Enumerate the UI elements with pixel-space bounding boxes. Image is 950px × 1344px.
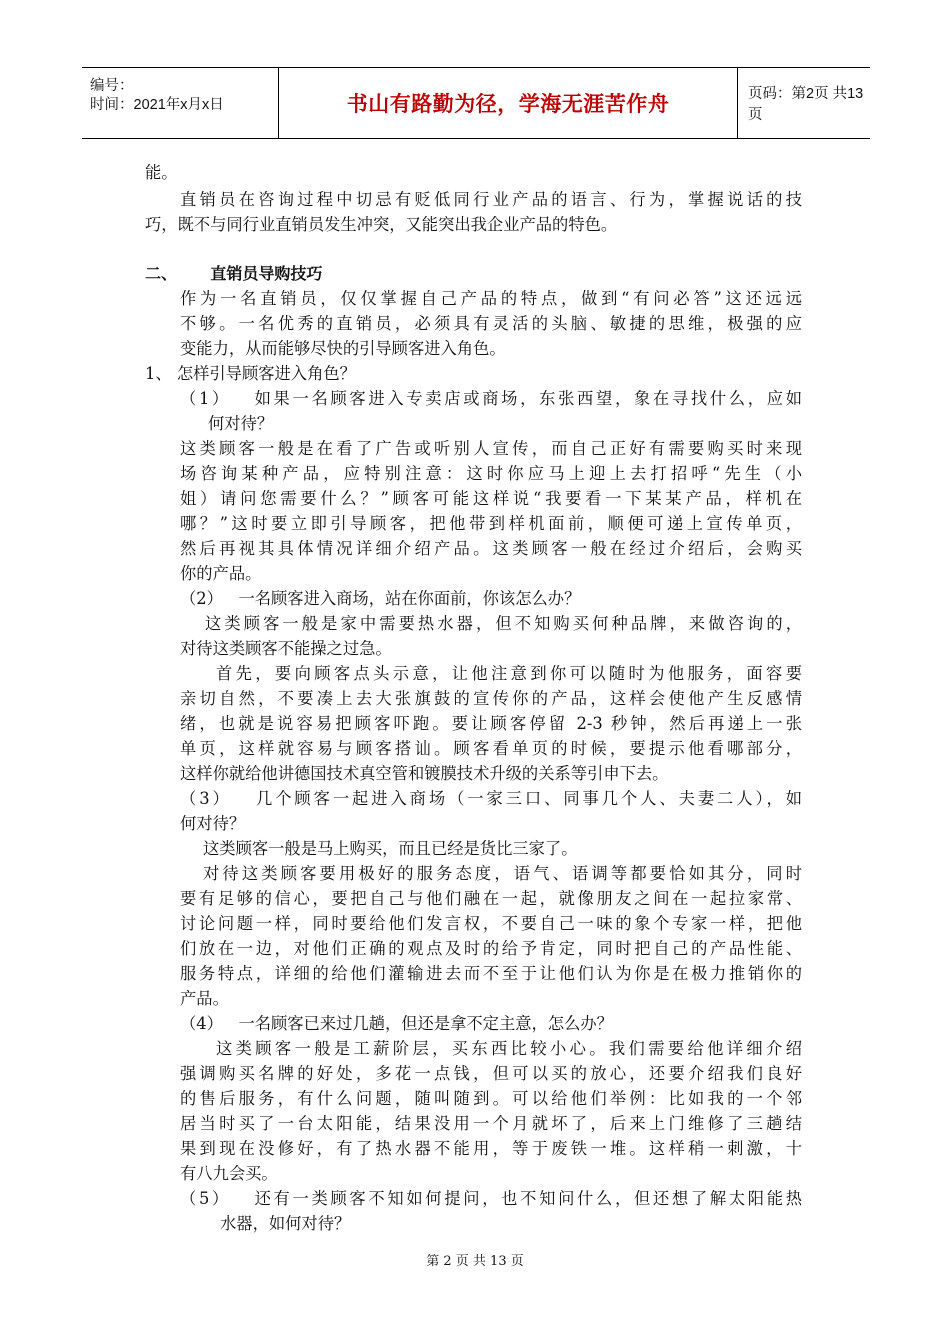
body-line: 这类顾客一般是马上购买，而且已经是货比三家了。	[203, 839, 578, 858]
question-line: 何对待？	[208, 414, 274, 433]
body-line: 居当时买了一台太阳能，结果没用一个月就坏了，后来上门维修了三趟结	[180, 1114, 802, 1133]
header-page-cell	[738, 68, 870, 138]
body-line: 你的产品。	[180, 564, 262, 583]
body-line: 果到现在没修好，有了热水器不能用，等于废铁一堆。这样稍一刺激，十	[180, 1139, 802, 1158]
body-line: 巧，既不与同行业直销员发生冲突，又能突出我企业产品的特色。	[145, 215, 618, 234]
question-line: （2） 一名顾客进入商场，站在你面前，你该怎么办？	[180, 589, 581, 608]
body-line: 这类顾客一般是在看了广告或听别人宣传，而自己正好有需要购买时来现	[180, 439, 802, 458]
header-motto-cell	[279, 68, 738, 138]
body-line: 不够。一名优秀的直销员，必须具有灵活的头脑、敏捷的思维，极强的应	[180, 314, 802, 333]
body-line: 绪，也就是说容易把顾客吓跑。要让顾客停留 2-3 秒钟，然后再递上一张	[180, 714, 802, 733]
body-line: 讨论问题一样，同时要给他们发言权，不要自己一味的象个专家一样，把他	[180, 914, 802, 933]
question-line: （4） 一名顾客已来过几趟，但还是拿不定主意，怎么办？	[180, 1014, 613, 1033]
body-line: 有八九会买。	[180, 1164, 278, 1183]
date-label: 时间：2021年x月x日	[90, 97, 224, 113]
body-line: 这样你就给他讲德国技术真空管和镀膜技术升级的关系等引申下去。	[180, 764, 669, 783]
body-line: 然后再视其具体情况详细介绍产品。这类顾客一般在经过介绍后，会购买	[180, 539, 802, 558]
body-line: 这类顾客一般是工薪阶层，买东西比较小心。我们需要给他详细介绍	[216, 1039, 802, 1058]
question-line: 何对待？	[180, 814, 246, 833]
body-line: 首先，要向顾客点头示意，让他注意到你可以随时为他服务，面容要	[216, 664, 802, 683]
question-line: （3） 几个顾客一起进入商场（一家三口、同事几个人、夫妻二人），如	[180, 789, 802, 808]
body-line: 产品。	[180, 989, 229, 1008]
page-header	[82, 67, 870, 139]
body-line: 对待这类顾客要用极好的服务态度，语气、语调等都要恰如其分，同时	[203, 864, 802, 883]
question-line: 水器，如何对待？	[220, 1214, 351, 1233]
number-label: 编号：	[90, 78, 134, 94]
body-line: 强调购买名牌的好处，多花一点钱，但可以买的放心，还要介绍我们良好	[180, 1064, 802, 1083]
body-line: 变能力，从而能够尽快的引导顾客进入角色。	[180, 339, 506, 358]
page-footer: 第 2 页 共 13 页	[426, 1254, 524, 1269]
section-heading: 二、 直销员导购技巧	[145, 264, 323, 283]
body-line: 场咨询某种产品，应特别注意：这时你应马上迎上去打招呼“先生（小	[180, 464, 802, 483]
body-line: 服务特点，详细的给他们灌输进去而不至于让他们认为你是在极力推销你的	[180, 964, 802, 983]
body-line: 要有足够的信心，要把自己与他们融在一起，就像朋友之间在一起拉家常、	[180, 889, 802, 908]
question-line: （1） 如果一名顾客进入专卖店或商场，东张西望，象在寻找什么，应如	[180, 389, 802, 408]
body-line: 姐）请问您需要什么？”顾客可能这样说“我要看一下某某产品，样机在	[180, 489, 802, 508]
body-line: 哪？”这时要立即引导顾客，把他带到样机面前，顺便可递上宣传单页，	[180, 514, 802, 533]
body-line: 亲切自然，不要凑上去大张旗鼓的宣传你的产品，这样会使他产生反感情	[180, 689, 802, 708]
body-line: 对待这类顾客不能操之过急。	[180, 639, 392, 658]
body-line: 们放在一边，对他们正确的观点及时的给予肯定，同时把自己的产品性能、	[180, 939, 802, 958]
body-line: 作为一名直销员，仅仅掌握自己产品的特点，做到“有问必答”这还远远	[180, 289, 802, 308]
header-meta-cell	[82, 68, 279, 138]
question-line: （5） 还有一类顾客不知如何提问，也不知问什么，但还想了解太阳能热	[180, 1189, 802, 1208]
body-line: 直销员在咨询过程中切忌有贬低同行业产品的语言、行为，掌握说话的技	[180, 190, 802, 209]
body-line: 单页，这样就容易与顾客搭讪。顾客看单页的时候，要提示他看哪部分，	[180, 739, 802, 758]
subheading: 1、 怎样引导顾客进入角色？	[145, 364, 356, 383]
body-line: 这类顾客一般是家中需要热水器，但不知购买何种品牌，来做咨询的，	[205, 614, 802, 633]
motto-text: 书山有路勤为径，学海无涯苦作舟	[346, 92, 670, 116]
body-line: 的售后服务，有什么问题，随叫随到。可以给他们举例：比如我的一个邻	[180, 1089, 802, 1108]
page-label: 页码：第2页 共13页	[748, 86, 864, 123]
body-line: 能。	[145, 163, 178, 182]
